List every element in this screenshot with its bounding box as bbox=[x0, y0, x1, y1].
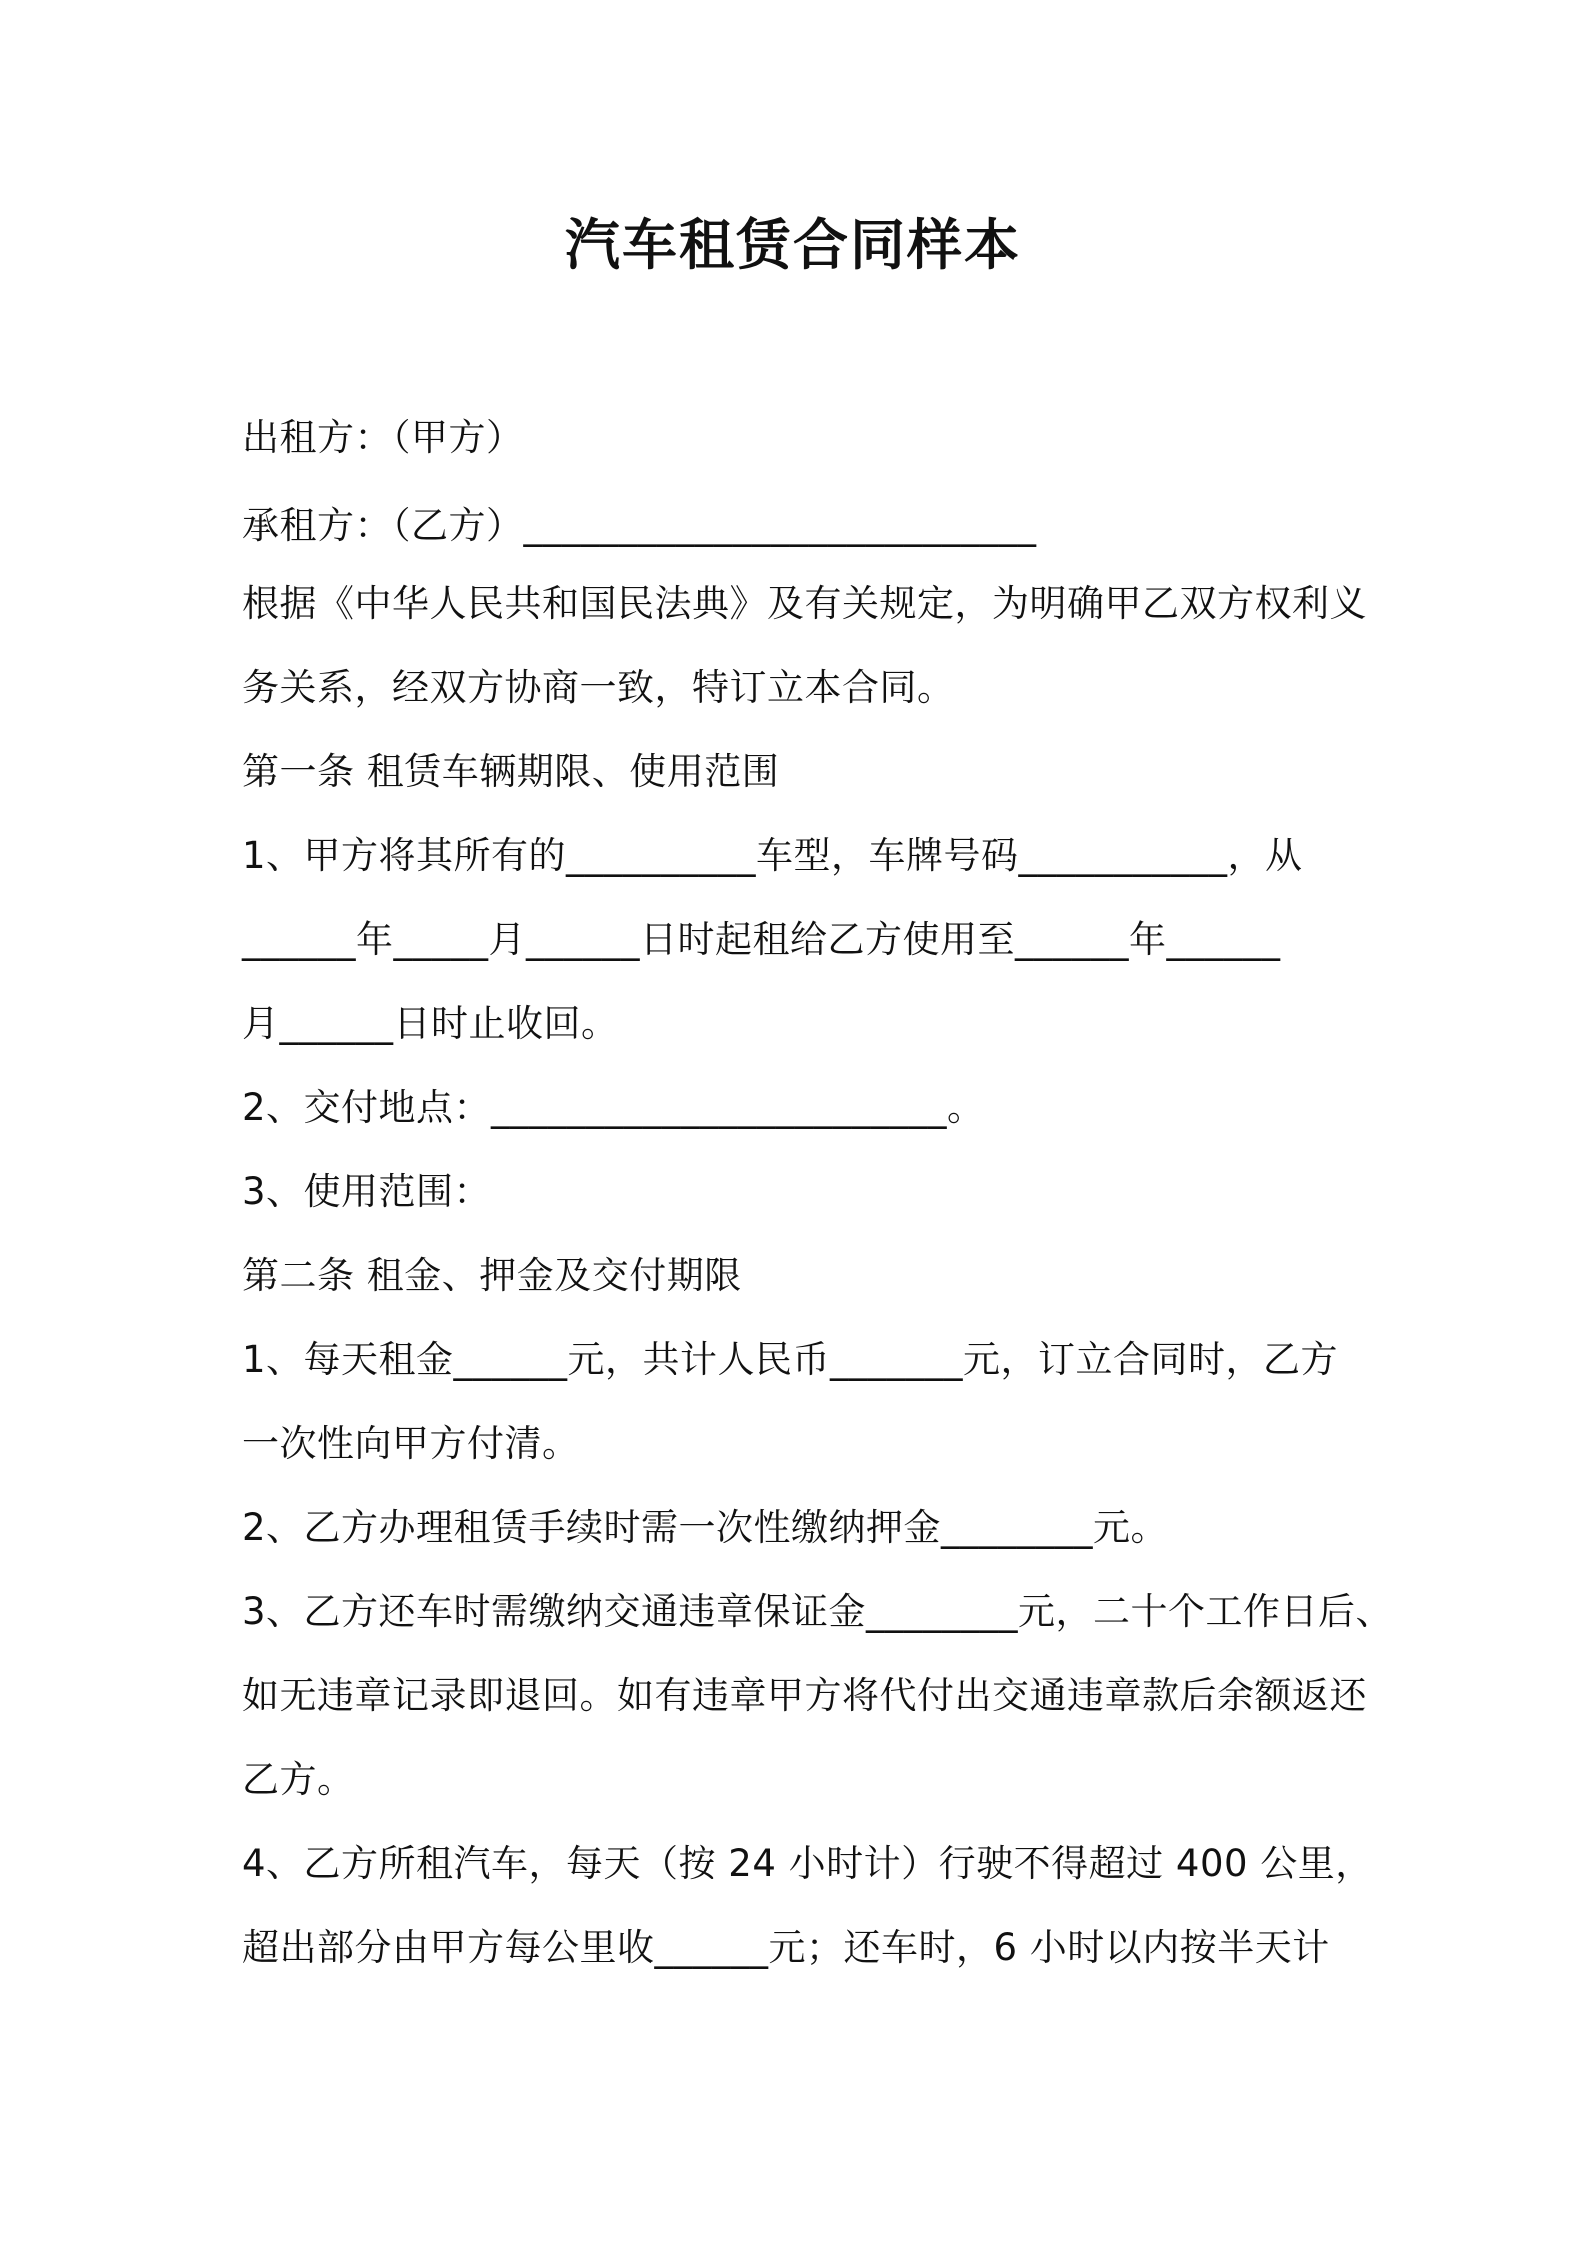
article-2-item-3-line-1: 3、乙方还车时需缴纳交通违章保证金________元，二十个工作日后、 bbox=[242, 1590, 1394, 1633]
article-2-item-1-line-2: 一次性向甲方付清。 bbox=[242, 1422, 580, 1465]
article-1-item-2: 2、交付地点：________________________。 bbox=[242, 1086, 985, 1129]
article-1-heading: 第一条 租赁车辆期限、使用范围 bbox=[242, 750, 780, 793]
article-2-item-4-line-1: 4、乙方所租汽车，每天（按 24 小时计）行驶不得超过 400 公里， bbox=[242, 1842, 1373, 1885]
lessee-line: 承租方：（乙方）___________________________ bbox=[242, 504, 1037, 547]
document-title: 汽车租赁合同样本 bbox=[564, 213, 1021, 277]
article-1-item-1-line-2: ______年_____月______日时起租给乙方使用至______年______ bbox=[242, 918, 1281, 961]
article-1-item-3: 3、使用范围： bbox=[242, 1170, 492, 1213]
article-2-item-3-line-2: 如无违章记录即退回。如有违章甲方将代付出交通违章款后余额返还 bbox=[242, 1674, 1367, 1717]
article-2-item-2: 2、乙方办理租赁手续时需一次性缴纳押金________元。 bbox=[242, 1506, 1169, 1549]
lessor-line: 出租方：（甲方） bbox=[242, 416, 524, 459]
article-1-item-1-line-3: 月______日时止收回。 bbox=[242, 1002, 619, 1045]
article-2-item-1-line-1: 1、每天租金______元，共计人民币_______元，订立合同时，乙方 bbox=[242, 1338, 1339, 1381]
article-2-heading: 第二条 租金、押金及交付期限 bbox=[242, 1254, 742, 1297]
article-1-item-1-line-1: 1、甲方将其所有的__________车型，车牌号码___________，从 bbox=[242, 834, 1303, 877]
article-2-item-3-line-3: 乙方。 bbox=[242, 1758, 355, 1801]
preamble-line-1: 根据《中华人民共和国民法典》及有关规定，为明确甲乙双方权利义 bbox=[242, 582, 1367, 625]
preamble-line-2: 务关系，经双方协商一致，特订立本合同。 bbox=[242, 666, 955, 709]
article-2-item-4-line-2: 超出部分由甲方每公里收______元；还车时，6 小时以内按半天计 bbox=[242, 1926, 1330, 1969]
